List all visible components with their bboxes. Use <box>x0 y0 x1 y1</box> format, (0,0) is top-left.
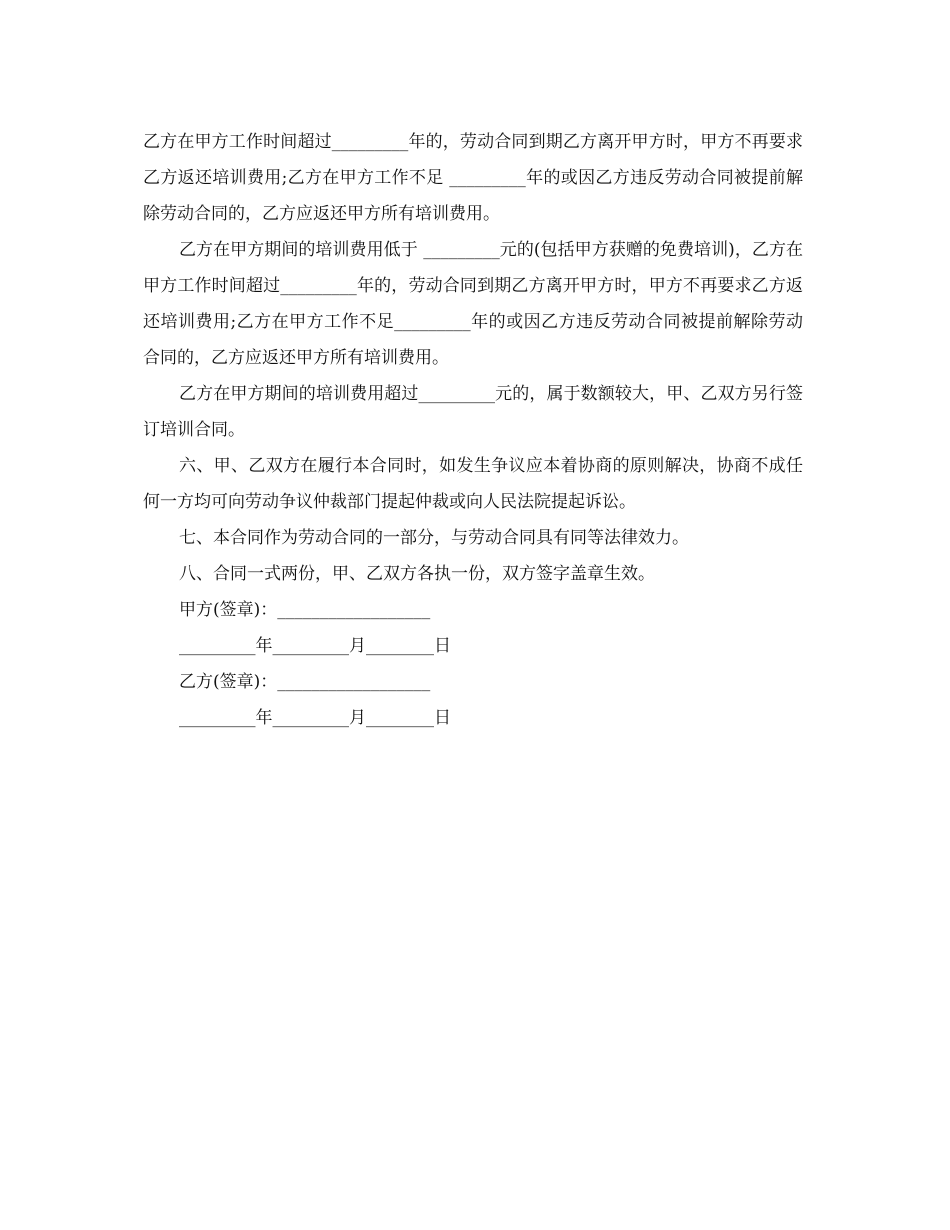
paragraph-legal-effect: 七、本合同作为劳动合同的一部分，与劳动合同具有同等法律效力。 <box>179 528 689 548</box>
paragraph-training-cost-clause-1: 乙方在甲方工作时间超过_________年的，劳动合同到期乙方离开甲方时，甲方不再要求乙方返还培训费用;乙方在甲方工作不足 _________年的或因乙方违反劳动合同被提前解除劳动合同的，乙方应返还甲方所有培训费用。 <box>143 132 803 224</box>
paragraph-training-cost-low: 乙方在甲方期间的培训费用低于 _________元的(包括甲方获赠的免费培训)，乙方在甲方工作时间超过_________年的，劳动合同到期乙方离开甲方时，甲方不再要求乙方返还培训费用;乙方在甲方工作不足_________年的或因乙方违反劳动合同被提前解除劳动合同的，乙方应返还甲方所有培训费用。 <box>143 240 803 368</box>
contract-body <box>143 124 803 736</box>
paragraph-training-cost-high: 乙方在甲方期间的培训费用超过_________元的，属于数额较大，甲、乙双方另行签订培训合同。 <box>143 384 803 440</box>
paragraph-dispute-resolution: 六、甲、乙双方在履行本合同时，如发生争议应本着协商的原则解决，协商不成任何一方均可向劳动争议仲裁部门提起仲裁或向人民法院提起诉讼。 <box>143 456 803 512</box>
party-b-signature-line: 乙方(签章)：__________________ <box>179 672 431 692</box>
party-b-date-line: _________年_________月________日 <box>179 708 451 728</box>
paragraph-copies: 八、合同一式两份，甲、乙双方各执一份，双方签字盖章生效。 <box>179 564 655 584</box>
party-a-date-line: _________年_________月________日 <box>179 636 451 656</box>
party-a-signature-line: 甲方(签章)：__________________ <box>179 600 431 620</box>
